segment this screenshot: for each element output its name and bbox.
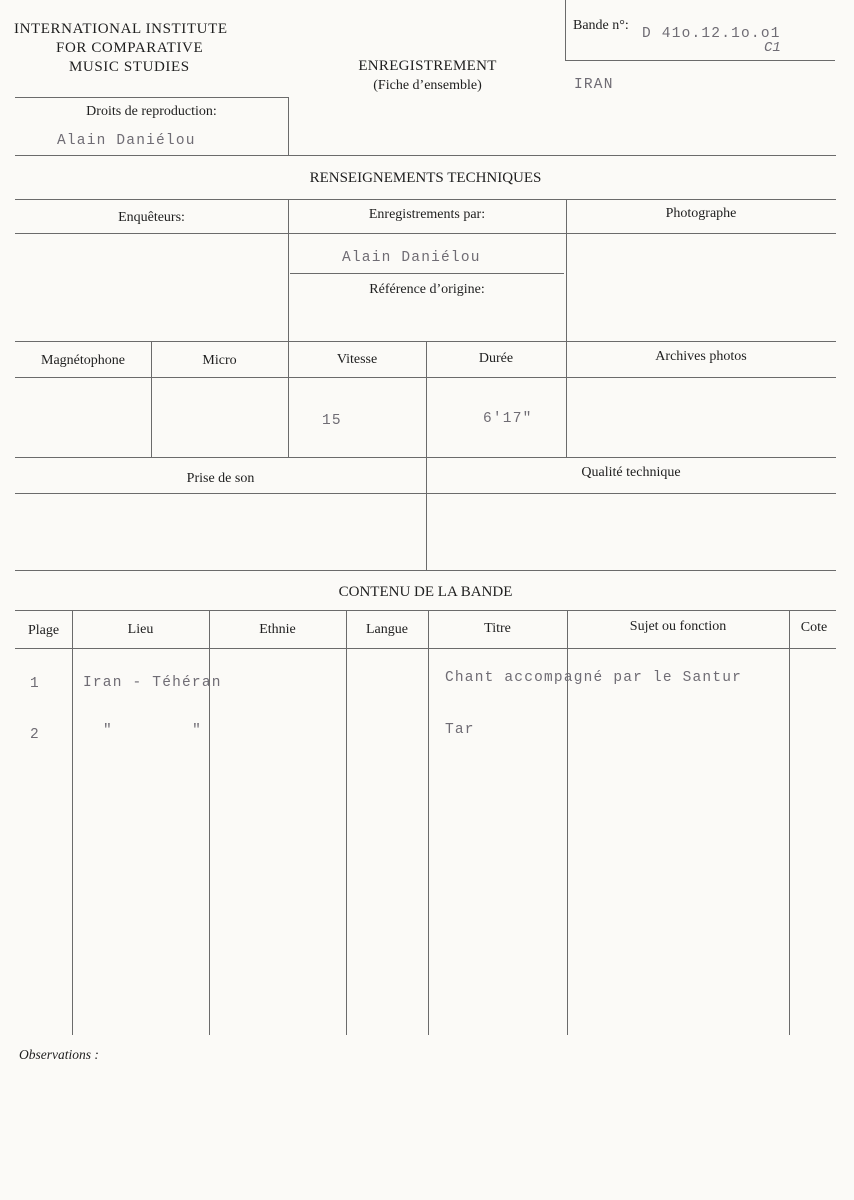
institute-line-3: MUSIC STUDIES <box>69 59 190 75</box>
bande-box-left-border <box>565 0 566 60</box>
line-457 <box>15 457 836 458</box>
line-273 <box>290 273 564 274</box>
vline-209 <box>209 610 210 1035</box>
row1-lieu: Iran - Téhéran <box>83 675 222 691</box>
droits-top-border <box>15 97 288 98</box>
duree-label: Durée <box>478 351 514 366</box>
vline-428 <box>428 610 429 1035</box>
line-493 <box>15 493 836 494</box>
line-155 <box>15 155 836 156</box>
enqueteurs-label: Enquêteurs: <box>118 210 185 225</box>
col-header-plage: Plage <box>27 623 60 638</box>
bande-suffix: C1 <box>764 40 781 56</box>
bande-box-bottom-border <box>565 60 835 61</box>
vline-288 <box>288 199 289 457</box>
row1-titre: Chant accompagné par le Santur <box>445 670 743 686</box>
contenu-title: CONTENU DE LA BANDE <box>338 584 513 600</box>
enregistrements-label: Enregistrements par: <box>368 207 486 222</box>
vline-566 <box>566 199 567 457</box>
line-570 <box>15 570 836 571</box>
line-233 <box>15 233 836 234</box>
row2-plage: 2 <box>30 727 40 743</box>
photographe-label: Photographe <box>665 206 737 221</box>
qualite-label: Qualité technique <box>581 465 681 480</box>
col-header-lieu: Lieu <box>127 622 154 637</box>
enregistrements-value: Alain Daniélou <box>342 250 481 266</box>
col-header-titre: Titre <box>484 621 511 636</box>
archives-label: Archives photos <box>655 349 747 364</box>
institute-line-1: INTERNATIONAL INSTITUTE <box>14 21 228 37</box>
observations-label: Observations : <box>19 1047 99 1062</box>
form-subtitle: (Fiche d’ensemble) <box>373 78 482 93</box>
row2-lieu: " " <box>103 723 203 739</box>
vline-72 <box>72 610 73 1035</box>
prise-label: Prise de son <box>186 471 255 486</box>
bande-label: Bande n°: <box>573 18 629 33</box>
duree-value: 6'17" <box>483 411 533 427</box>
row1-plage: 1 <box>30 676 40 692</box>
institute-name <box>14 20 264 77</box>
magnetophone-label: Magnétophone <box>41 353 125 368</box>
col-header-ethnie: Ethnie <box>259 622 296 637</box>
line-610 <box>15 610 836 611</box>
vitesse-label: Vitesse <box>336 352 378 367</box>
line-648 <box>15 648 836 649</box>
droits-label: Droits de reproduction: <box>86 104 217 119</box>
droits-right-border <box>288 97 289 155</box>
form-title: ENREGISTREMENT <box>358 58 497 74</box>
vline-346 <box>346 610 347 1035</box>
country-value: IRAN <box>574 77 614 93</box>
vline-789 <box>789 610 790 1035</box>
col-header-langue: Langue <box>366 622 408 637</box>
reference-label: Référence d’origine: <box>369 282 485 297</box>
col-header-sujet: Sujet ou fonction <box>629 619 727 634</box>
droits-value: Alain Daniélou <box>57 133 196 149</box>
col-header-cote: Cote <box>800 620 828 635</box>
renseignements-title: RENSEIGNEMENTS TECHNIQUES <box>309 170 542 186</box>
vline-426 <box>426 341 427 570</box>
bande-number: D 41o.12.1o.o1 <box>642 26 781 42</box>
micro-label: Micro <box>202 353 237 368</box>
line-199 <box>15 199 836 200</box>
line-377 <box>15 377 836 378</box>
vitesse-value: 15 <box>322 413 342 429</box>
institute-line-2: FOR COMPARATIVE <box>56 40 204 56</box>
row2-titre: Tar <box>445 722 475 738</box>
